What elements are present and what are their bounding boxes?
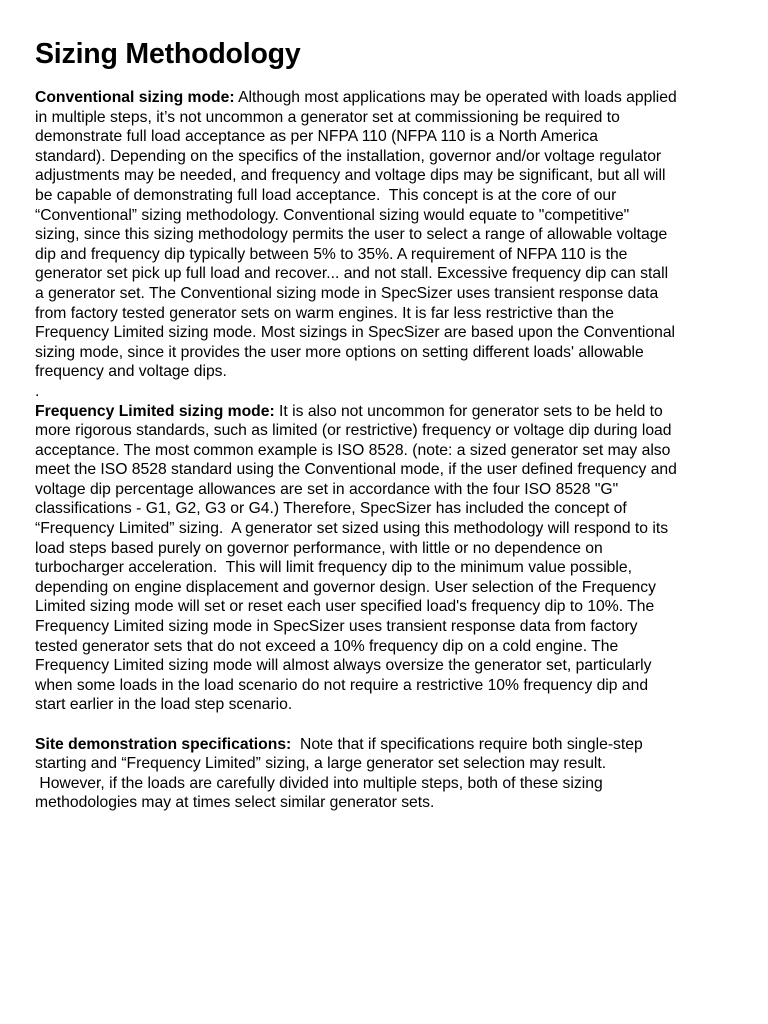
document-page (35, 34, 735, 813)
text-line: Frequency Limited sizing mode. Most sizings in SpecSizer are based upon the Conventional (35, 324, 676, 342)
text-line: more rigorous standards, such as limited (or restrictive) frequency or voltage dip during load (35, 422, 672, 440)
paragraph-gap (35, 715, 740, 735)
text-line: meet the ISO 8528 standard using the Conventional mode, if the user defined frequency and (35, 461, 677, 479)
text-line: acceptance. The most common example is ISO 8528. (note: a sized generator set may also (35, 441, 671, 459)
text-line: Frequency Limited sizing mode: It is also not uncommon for generator sets to be held to (35, 402, 663, 420)
text-line: classifications - G1, G2, G3 or G4.) Therefore, SpecSizer has included the concept of (35, 500, 627, 518)
text-line: methodologies may at times select similar generator sets. (35, 794, 435, 812)
text-line: sizing, since this sizing methodology permits the user to select a range of allowable voltage (35, 226, 668, 244)
page-title: Sizing Methodology (35, 38, 301, 70)
text-line: “Frequency Limited” sizing. A generator set sized using this methodology will respond to its (35, 520, 669, 538)
separator-dot: . (35, 382, 40, 400)
text-line: Conventional sizing mode: Although most applications may be operated with loads applied (35, 89, 677, 106)
text-line: frequency and voltage dips. (35, 363, 227, 381)
text-line: be capable of demonstrating full load acceptance. This concept is at the core of our (35, 186, 617, 204)
paragraph-site-demonstration (35, 735, 740, 813)
text-line: Limited sizing mode will set or reset each user specified load's frequency dip to 10%. The (35, 598, 655, 616)
section-heading-conventional: Conventional sizing mode: (35, 89, 235, 106)
text-line: load steps based purely on governor performance, with little or no dependence on (35, 539, 603, 557)
paragraph-conventional-sizing (35, 88, 740, 382)
text-line: tested generator sets that do not exceed a 10% frequency dip on a cold engine. The (35, 637, 619, 655)
text-line: from factory tested generator sets on warm engines. It is far less restrictive than the (35, 304, 614, 322)
text-line: generator set pick up full load and recover... and not stall. Excessive frequency dip can stall (35, 265, 669, 283)
text-line: standard). Depending on the specifics of the installation, governor and/or voltage regulator (35, 147, 662, 165)
section-heading-site-demonstration: Site demonstration specifications: (35, 735, 292, 753)
text-line: Frequency Limited sizing mode in SpecSizer uses transient response data from factory (35, 618, 638, 636)
text-line: dip and frequency dip typically between 5% to 35%. A requirement of NFPA 110 is the (35, 245, 628, 263)
text-line: a generator set. The Conventional sizing mode in SpecSizer uses transient response data (35, 284, 659, 302)
text-line: depending on engine displacement and governor design. User selection of the Frequency (35, 578, 656, 596)
text-line: demonstrate full load acceptance as per NFPA 110 (NFPA 110 is a North America (35, 128, 598, 146)
text-line: sizing mode, since it provides the user more options on setting different loads' allowable (35, 343, 644, 361)
paragraph-frequency-limited-sizing (35, 402, 740, 716)
text-line: Site demonstration specifications: Note that if specifications require both single-step (35, 735, 643, 753)
text-line: turbocharger acceleration. This will limit frequency dip to the minimum value possible, (35, 559, 632, 577)
text-line: However, if the loads are carefully divided into multiple steps, both of these sizing (35, 774, 603, 792)
text-line: “Conventional” sizing methodology. Conventional sizing would equate to "competitive" (35, 206, 630, 224)
text-line: when some loads in the load scenario do not require a restrictive 10% frequency dip and (35, 676, 649, 694)
text-line: voltage dip percentage allowances are set in accordance with the four ISO 8528 "G" (35, 480, 619, 498)
text-line: start earlier in the load step scenario. (35, 696, 293, 714)
text-line: starting and “Frequency Limited” sizing, a large generator set selection may result. (35, 755, 607, 773)
text-line: Frequency Limited sizing mode will almost always oversize the generator set, particularly (35, 657, 652, 675)
text-line: adjustments may be needed, and frequency and voltage dips may be significant, but all will (35, 167, 666, 185)
text-line: in multiple steps, it’s not uncommon a generator set at commissioning be required to (35, 108, 620, 126)
section-heading-frequency-limited: Frequency Limited sizing mode: (35, 402, 275, 420)
